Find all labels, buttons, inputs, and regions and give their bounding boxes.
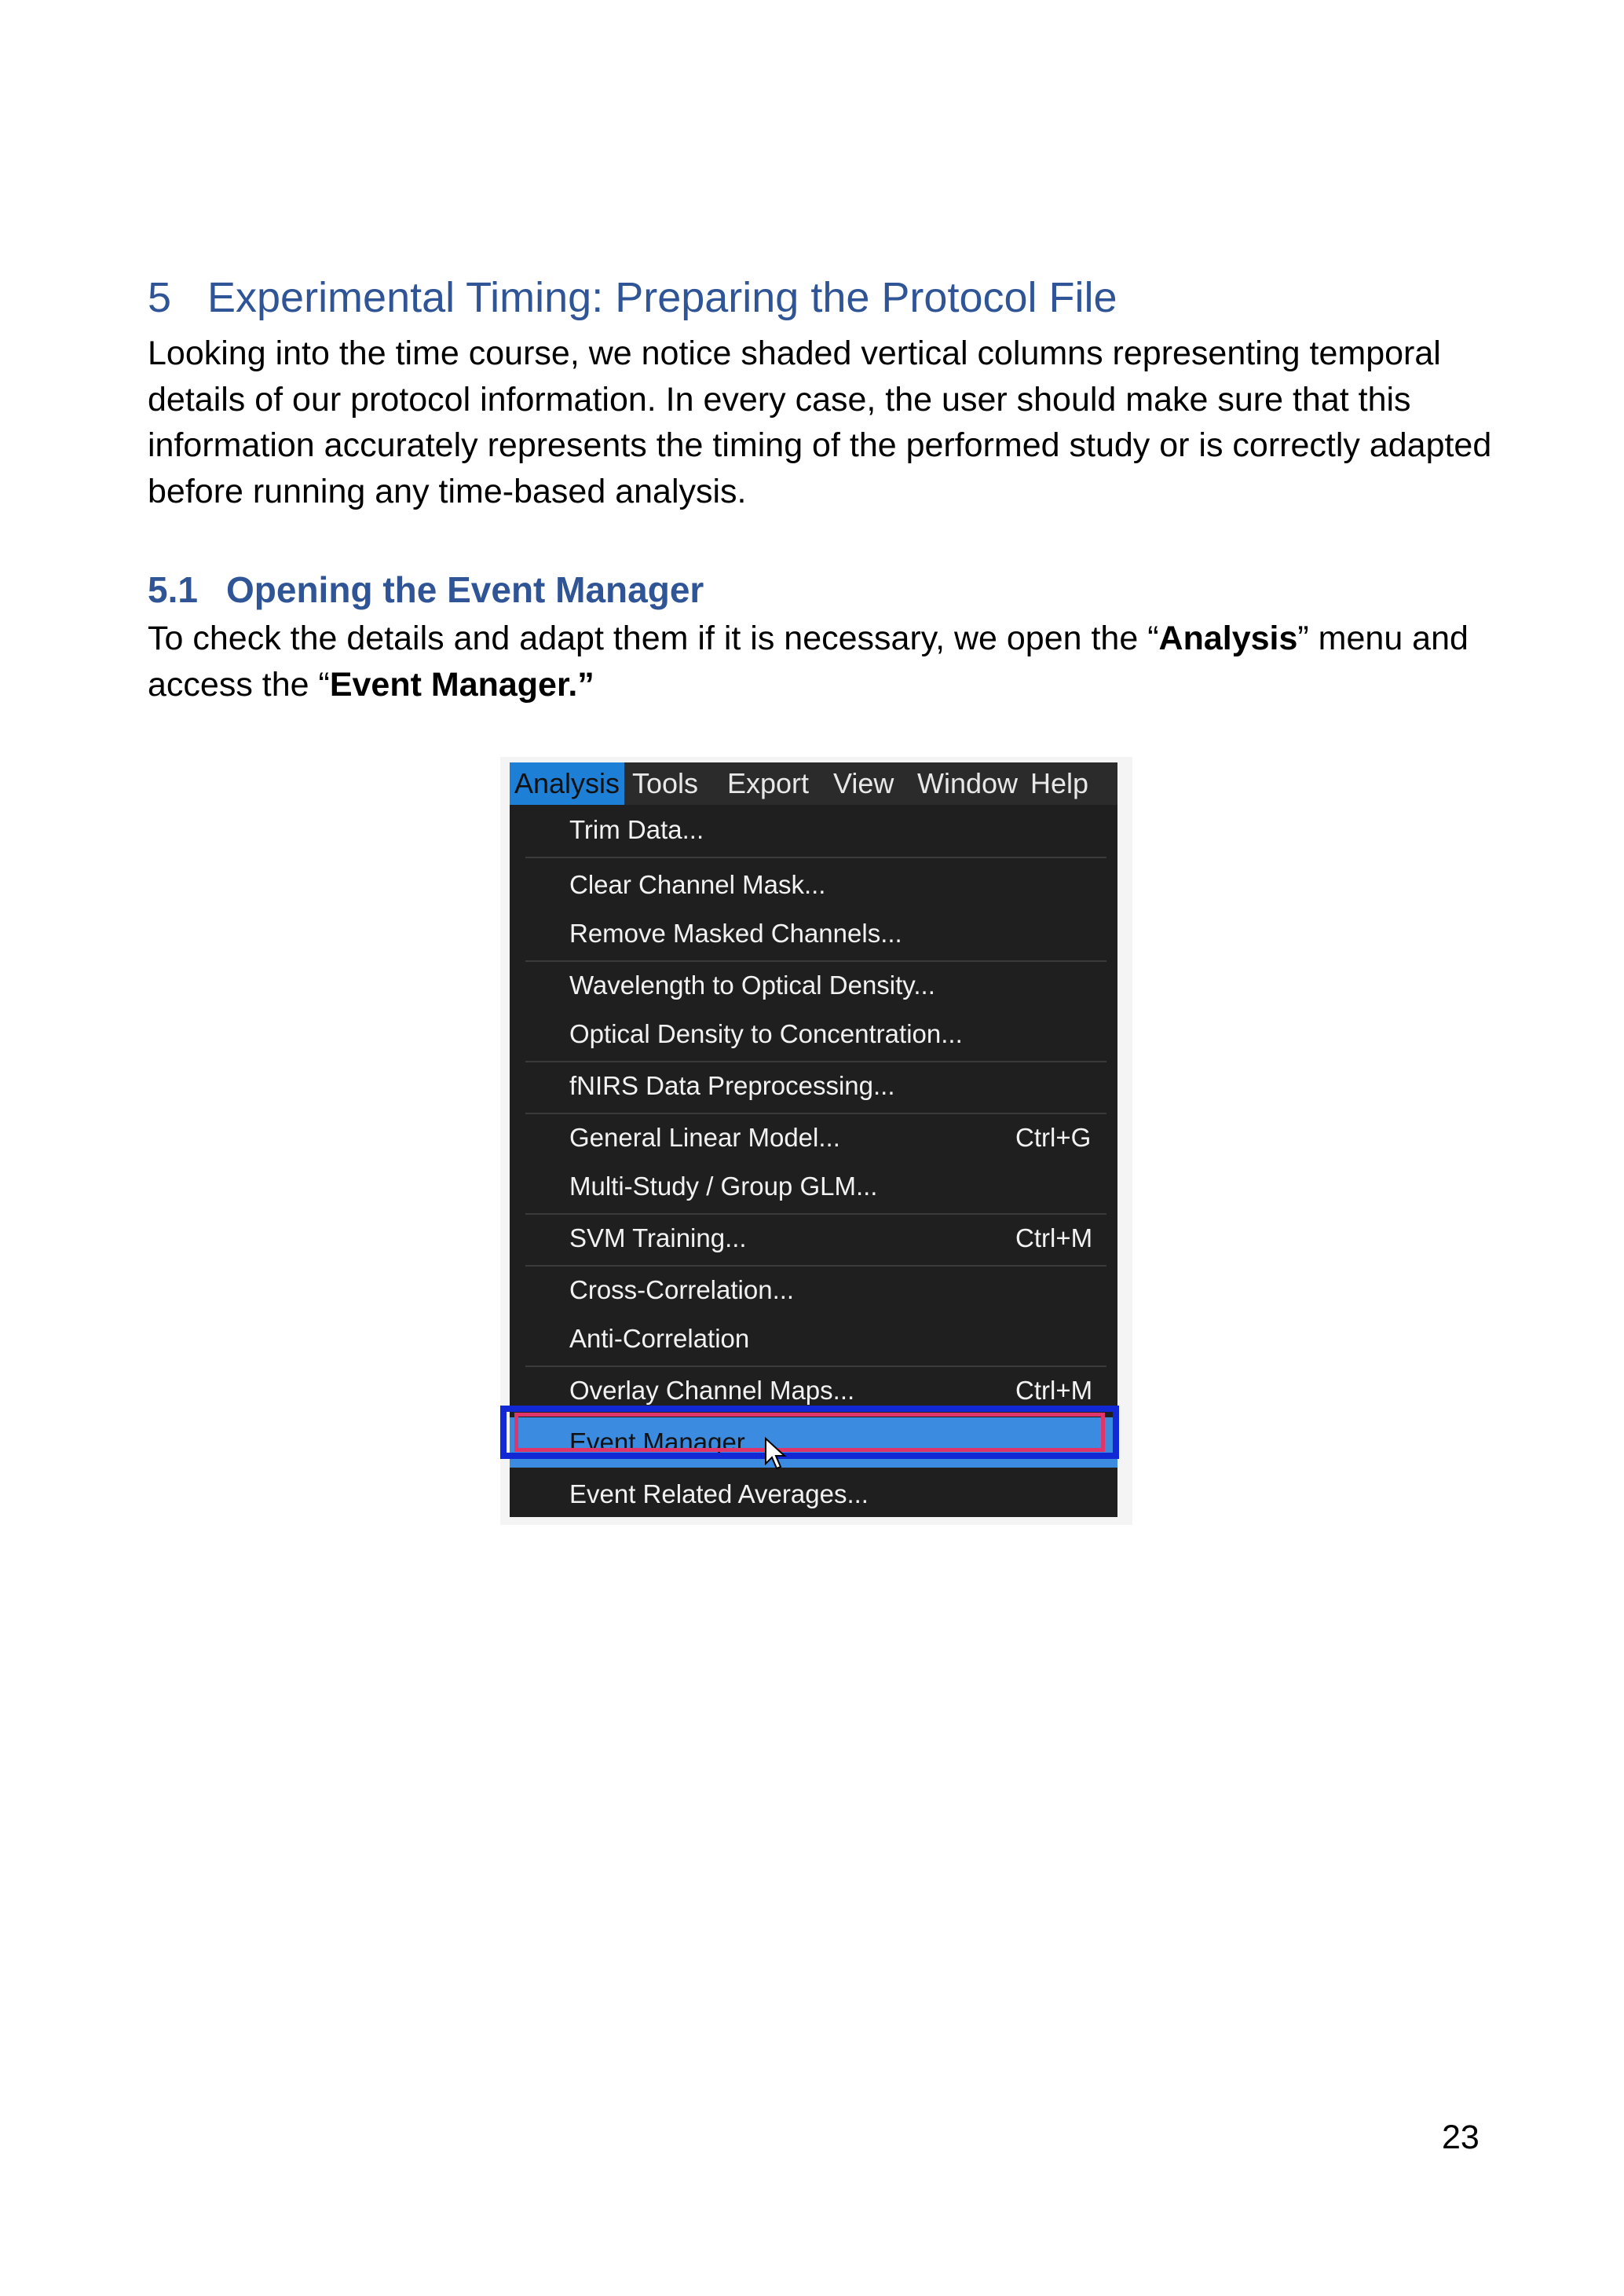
menu-separator [525, 857, 1106, 858]
menu-view[interactable]: View [833, 767, 894, 799]
highlight-inner-box [514, 1413, 1105, 1452]
subsection-number: 5.1 [148, 569, 198, 610]
menu-tools[interactable]: Tools [632, 767, 699, 799]
menu-item-svm-training[interactable] [510, 1213, 1117, 1263]
menu-item-shortcut: Ctrl+G [1015, 1123, 1092, 1152]
menu-item-label: Event Manager... [569, 1428, 766, 1457]
mouse-cursor-icon [764, 1437, 788, 1472]
menu-item-od-to-concentration[interactable] [510, 1009, 1117, 1059]
menu-item-label: Overlay Channel Maps... [569, 1376, 855, 1405]
subsection-heading [148, 569, 704, 611]
menu-bar [510, 762, 1117, 805]
menu-item-event-related-averages[interactable] [510, 1469, 1117, 1519]
menu-item-label: General Linear Model... [569, 1123, 840, 1152]
menu-item-label: Wavelength to Optical Density... [569, 971, 935, 1000]
page-number: 23 [1442, 2119, 1480, 2156]
section-number: 5 [148, 274, 172, 321]
menu-item-trim-data[interactable] [510, 805, 1117, 855]
menu-item-shortcut: Ctrl+M [1015, 1376, 1093, 1405]
subsection-paragraph [148, 616, 1498, 707]
event-manager-bold: Event Manager.” [329, 665, 594, 704]
menu-item-glm[interactable] [510, 1113, 1117, 1163]
section-heading [148, 273, 1117, 322]
menu-help[interactable]: Help [1030, 767, 1089, 799]
menu-item-anti-correlation[interactable] [510, 1314, 1117, 1364]
menu-item-label: Multi-Study / Group GLM... [569, 1172, 878, 1201]
menu-analysis[interactable]: Analysis [510, 762, 624, 805]
menu-item-remove-masked-channels[interactable] [510, 909, 1117, 959]
menu-item-label: Event Related Averages... [569, 1479, 869, 1508]
menu-item-multi-study-glm[interactable] [510, 1161, 1117, 1212]
text-before: To check the details and adapt them if it is necessary, we open the “ [148, 620, 1159, 657]
subsection-title: Opening the Event Manager [226, 569, 704, 610]
menu-window[interactable]: Window [917, 767, 1019, 799]
menu-item-label: Remove Masked Channels... [569, 919, 902, 948]
text-middle: ” menu and access the “ [148, 620, 1469, 704]
analysis-menu-screenshot [500, 757, 1132, 1525]
menu-export[interactable]: Export [727, 767, 810, 799]
menu-item-label: fNIRS Data Preprocessing... [569, 1071, 895, 1100]
analysis-bold: Analysis [1158, 620, 1298, 657]
menu-item-clear-channel-mask[interactable] [510, 860, 1117, 910]
menu-item-label: Anti-Correlation [569, 1324, 750, 1353]
menu-item-label: Trim Data... [569, 815, 704, 844]
menu-item-label: SVM Training... [569, 1223, 747, 1252]
menu-item-label: Cross-Correlation... [569, 1275, 795, 1304]
menu-item-cross-correlation[interactable] [510, 1265, 1117, 1315]
menu-item-shortcut: Ctrl+M [1015, 1223, 1093, 1252]
section-title: Experimental Timing: Preparing the Protocol File [207, 274, 1117, 321]
menu-item-label: Clear Channel Mask... [569, 870, 826, 899]
menu-item-fnirs-preprocessing[interactable] [510, 1061, 1117, 1111]
menu-item-label: Optical Density to Concentration... [569, 1019, 963, 1048]
section-paragraph: Looking into the time course, we notice shaded vertical columns representing temporal details of our protocol information. In every case, the user should make sure that this information accurately represents the timing of the performed study or is correctly adapted before running any time-based analysis. [148, 335, 1492, 510]
menu-item-wavelength-to-od[interactable] [510, 960, 1117, 1011]
